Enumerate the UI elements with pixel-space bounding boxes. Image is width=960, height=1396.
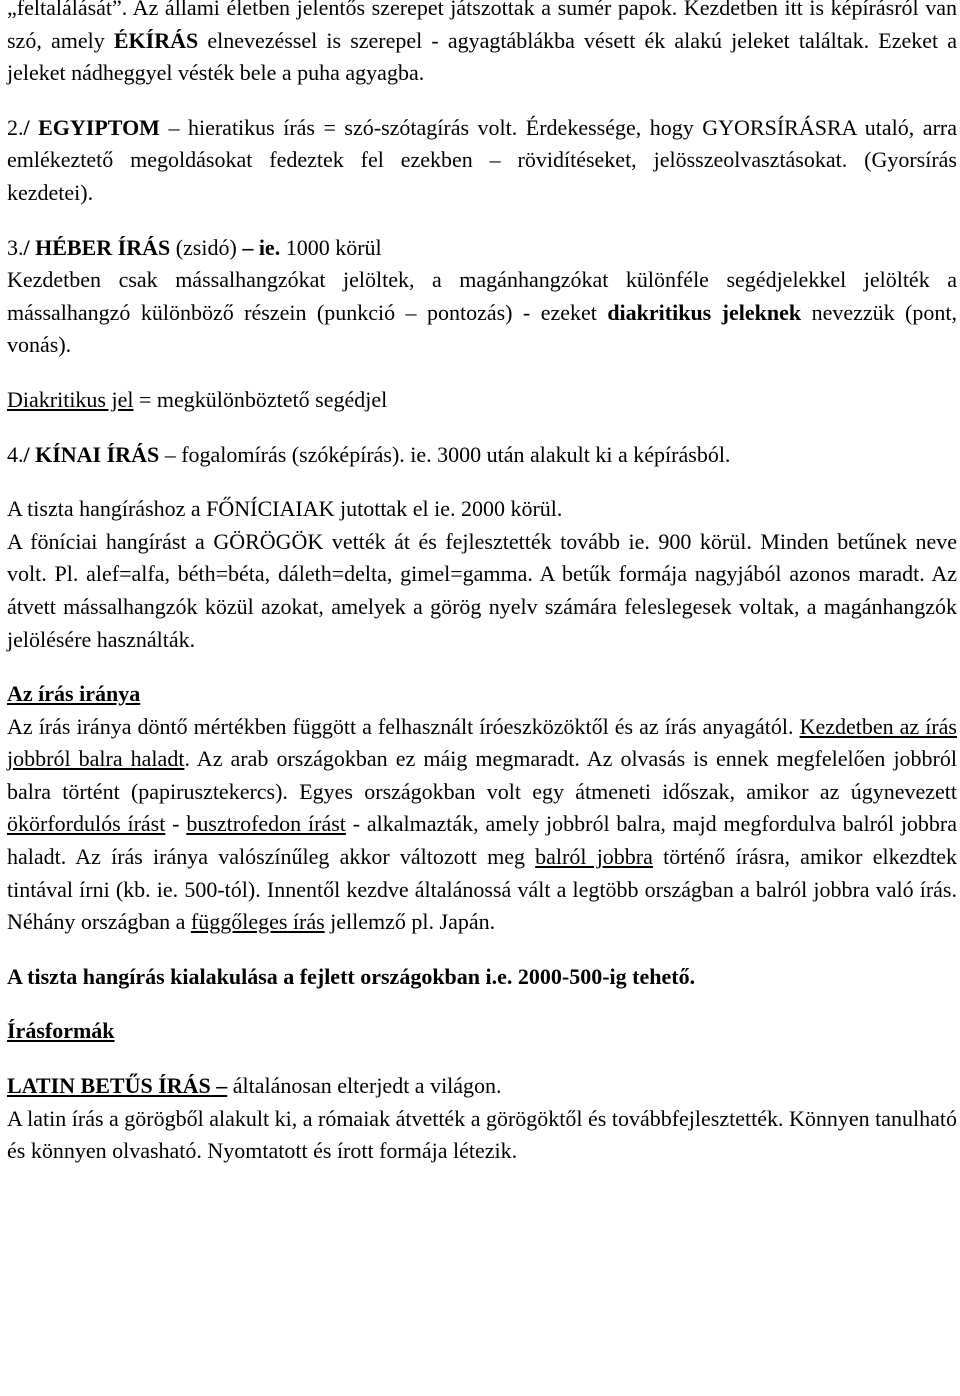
definition-diakritikus <box>7 384 957 417</box>
paragraph-foniciaiak <box>7 493 957 656</box>
section-kinai-number: 4. <box>7 441 24 467</box>
underline-okorfordulos: ökörfordulós írást <box>7 811 166 837</box>
section-latin-title: LATIN BETŰS ÍRÁS – <box>7 1073 228 1099</box>
paragraph-sumer <box>7 0 957 90</box>
section-egyiptom-title: / EGYIPTOM <box>23 114 160 140</box>
section-heber-head-rest: 1000 körül <box>280 234 382 260</box>
heading-irasformak: Írásformák <box>7 1018 115 1044</box>
document-page <box>7 0 957 1168</box>
paragraph-gorogok: A föníciai hangírást a GÖRÖGÖK vették át és fejlesztették tovább ie. 900 körül. Minden betűnek neve volt. Pl. alef=alfa, béth=béta, dáleth=delta, gimel=gamma. A betűk formája nagyjából azonos maradt. Az átvett mássalhangzók közül azokat, amelyek a görög nyelv számára feleslegesek voltak, a magánhangzók jelölésére használták. <box>7 528 957 652</box>
paragraph-sumer-line1: „feltalálását”. Az állami életben jelentős szerepet játszottak a sumér papok. <box>7 0 678 20</box>
section-egyiptom-number: 2. <box>7 114 24 140</box>
summary-hangiras: A tiszta hangírás kialakulása a fejlett országokban i.e. 2000-500-ig tehető. <box>7 963 696 989</box>
definition-term: Diakritikus jel <box>7 386 134 412</box>
definition-text: = megkülönböztető segédjel <box>133 386 388 412</box>
section-heber-body: Kezdetben csak mássalhangzókat jelöltek, a magánhangzókat különféle segédjelekkel jelölték a mássalhangzó különböző részein (punkció – pontozás) - ezeket <box>7 267 957 325</box>
section-latin <box>7 1070 957 1168</box>
paragraph-sumer-text: Kezdetben itt is képírásról van szó, amely <box>7 0 958 53</box>
section-egyiptom-text: – hieratikus írás = szó-szótagírás volt. Érdekessége, hogy GYORSÍRÁSRA utaló, arra emlékeztető megoldásokat fedeztek fel ezekben – rövidítéseket, jelösszeolvasztásokat. (Gyorsírás kezdetei). <box>7 114 957 205</box>
heading-iras-iranya: Az írás iránya <box>7 681 141 707</box>
paragraph-foniciaiak-line1: A tiszta hangíráshoz a FŐNÍCIAIAK jutottak el ie. 2000 körül. <box>7 496 563 522</box>
paragraph-sumer-text-rest: elnevezéssel is szerepel - agyagtáblákba vésett ék alakú jeleket találtak. Ezeket a jeleket nádheggyel vésték bele a puha agyagba. <box>7 27 957 86</box>
underline-fuggoleges: függőleges írás <box>190 909 325 935</box>
section-egyiptom <box>7 112 957 210</box>
section-heber-body-rest: nevezzük (pont, vonás). <box>7 299 957 358</box>
underline-jobbrol-balra: Kezdetben az írás jobbról balra haladt <box>7 713 957 772</box>
underline-busztrofedon: busztrofedon írást <box>186 811 346 837</box>
underline-balrol-jobbra: balról jobbra <box>535 844 653 870</box>
section-latin-head-rest: általánosan elterjedt a világon. <box>227 1073 502 1099</box>
section-heber-paren: (zsidó) <box>170 234 243 260</box>
section-latin-body: A latin írás a görögből alakult ki, a rómaiak átvették a görögöktől és továbbfejlesztették. Könnyen tanulható és könnyen olvasható. Nyomtatott és írott formája létezik. <box>7 1105 958 1164</box>
term-diakritikus: diakritikus jeleknek <box>607 299 802 325</box>
section-heber-dash-ie: – ie. <box>242 234 281 260</box>
section-kinai <box>7 439 957 472</box>
section-heber-title: / HÉBER ÍRÁS <box>23 234 171 260</box>
section-heber <box>7 232 957 362</box>
paragraph-iras-iranya: Az írás iránya döntő mértékben függött a felhasznált íróeszközöktől és az írás anyagától. Kezdetben az írás jobbról balra haladt. Az arab országokban ez máig megmaradt. Az olvasás is ennek megfelelően jobbról balra történt (papirusztekercs). Egyes országokban volt egy átmeneti időszak, amikor az úgynevezett ökörfordulós írást - busztrofedon írást - alkalmazták, amely jobbról balra, majd megfordulva balról jobbra haladt. Az írás iránya valószínűleg akkor változott meg balról jobbra történő írásra, amikor elkezdtek tintával írni (kb. ie. 500-tól). Innentől kezdve általánossá vált a legtöbb országban a balról jobbra való írás. Néhány országban a függőleges írás jellemző pl. Japán. <box>7 713 958 935</box>
term-ekiras: ÉKÍRÁS <box>113 27 199 53</box>
section-heber-number: 3. <box>7 234 24 260</box>
section-kinai-text: – fogalomírás (szóképírás). ie. 3000 után alakult ki a képírásból. <box>159 441 731 467</box>
section-kinai-title: / KÍNAI ÍRÁS <box>23 441 160 467</box>
